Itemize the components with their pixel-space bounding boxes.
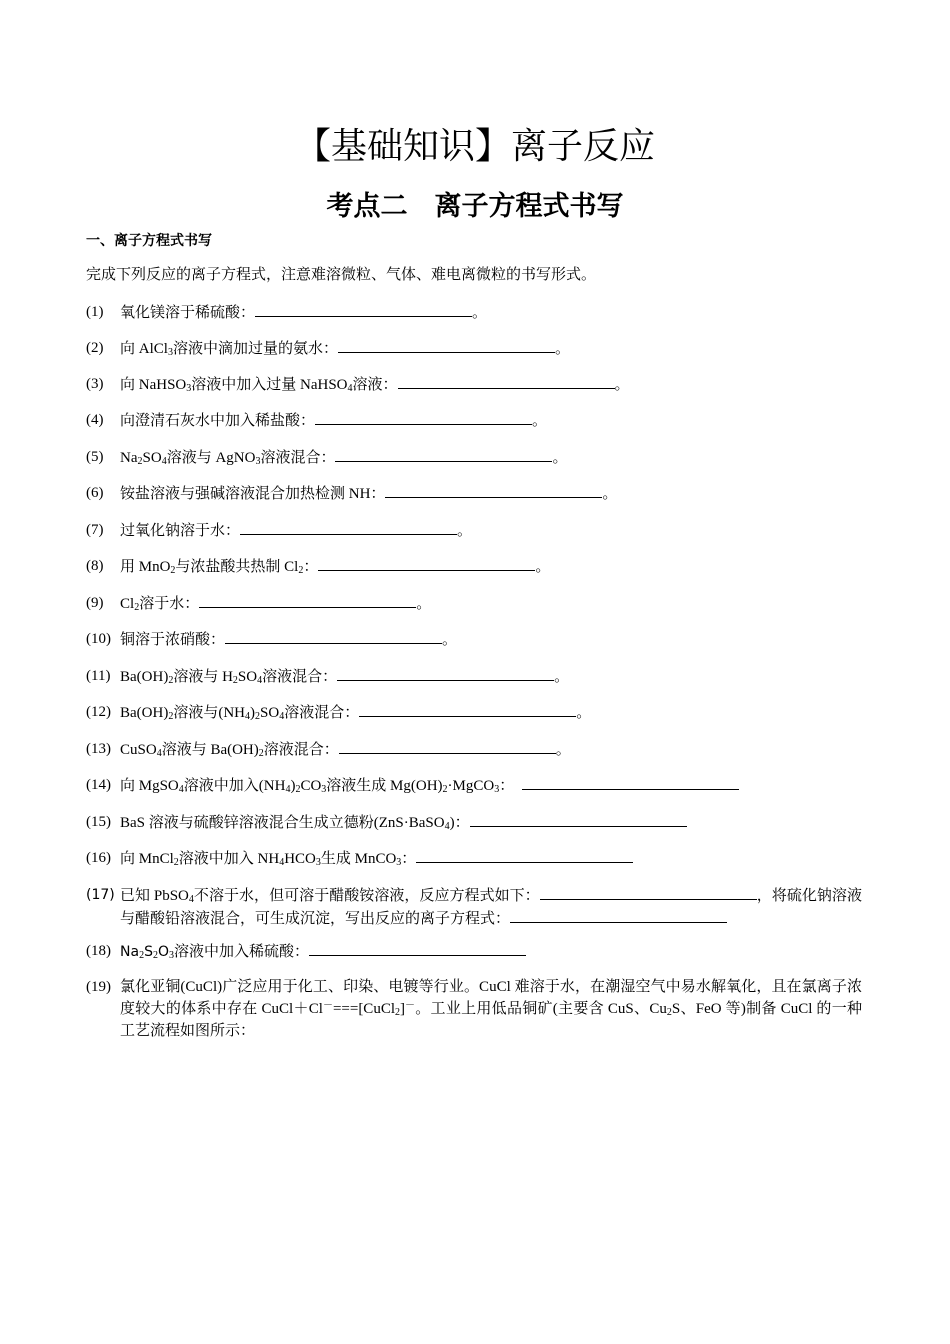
question-text: 溶液与(NH	[173, 705, 245, 721]
subscript: 4	[279, 711, 285, 722]
question-number: (9)	[86, 595, 104, 611]
question-number: (3)	[86, 376, 104, 392]
question-text: SO	[260, 705, 280, 721]
question-number: (1)	[86, 304, 104, 320]
period: 。	[532, 413, 548, 429]
subscript: 4	[161, 456, 167, 467]
question-9	[86, 592, 862, 615]
question-13	[86, 738, 862, 761]
question-15	[86, 811, 862, 834]
section-heading: 一、离子方程式书写	[86, 233, 212, 249]
answer-blank[interactable]	[225, 628, 442, 644]
question-text: 向 NaHSO	[120, 377, 187, 393]
question-text: )	[290, 778, 296, 794]
question-text: 用 MnO	[120, 559, 171, 575]
question-number: (18)	[86, 943, 111, 959]
question-number: (8)	[86, 558, 104, 574]
intro-text: 完成下列反应的离子方程式，注意难溶微粒、气体、难电离微粒的书写形式。	[86, 267, 597, 283]
answer-blank[interactable]	[338, 337, 555, 353]
subscript: 4	[285, 784, 291, 795]
subscript: 2	[152, 950, 158, 961]
question-number: (6)	[86, 485, 104, 501]
period: 。	[554, 341, 570, 357]
question-number: (13)	[86, 741, 111, 757]
question-text: 向 MgSO	[120, 778, 179, 794]
question-text: Ba(OH)	[120, 669, 169, 685]
question-text: Ba(OH)	[120, 705, 169, 721]
question-text: 溶液中滴加过量的氨水：	[172, 341, 338, 357]
question-10	[86, 628, 862, 651]
question-text: 溶液与 H	[173, 669, 233, 685]
question-text: )	[250, 705, 255, 721]
question-text: Na	[120, 944, 140, 960]
question-number: (16)	[86, 850, 111, 866]
question-text: ·MgCO	[447, 778, 495, 794]
question-text: HCO	[284, 851, 316, 867]
answer-blank[interactable]	[470, 811, 687, 827]
question-text: 溶液混合：	[262, 669, 338, 685]
subscript: 2	[139, 950, 145, 961]
question-18	[86, 940, 862, 963]
question-text: 溶液与 Ba(OH)	[161, 742, 259, 758]
question-text: 溶液混合：	[284, 705, 360, 721]
question-number: (7)	[86, 522, 104, 538]
period: 。	[552, 450, 568, 466]
subscript: 2	[295, 784, 301, 795]
question-text: ：	[401, 851, 417, 867]
subscript: 3	[396, 857, 402, 868]
subscript: 2	[232, 675, 238, 686]
question-text: 溶液中加入 NH	[178, 851, 280, 867]
answer-blank[interactable]	[335, 446, 552, 462]
answer-blank[interactable]	[522, 774, 739, 790]
question-text: 与浓盐酸共热制 Cl	[175, 559, 299, 575]
question-text: )：	[449, 815, 470, 831]
question-text: S、FeO 等)制备 CuCl 的一种工艺流程如图所示：	[120, 1001, 862, 1039]
subscript: 2	[666, 1007, 672, 1018]
question-text: 。工业上用低品铜矿(主要含 CuS、Cu	[415, 1001, 667, 1017]
page-title: 【基础知识】离子反应	[294, 126, 655, 167]
question-number: (17)	[86, 887, 115, 903]
subscript: 2	[134, 602, 140, 613]
question-text: ===[CuCl	[332, 1001, 395, 1017]
question-number: (14)	[86, 777, 111, 793]
subscript: 4	[279, 857, 285, 868]
period: 。	[442, 632, 458, 648]
question-number: (4)	[86, 412, 104, 428]
question-text: ]	[400, 1001, 405, 1017]
answer-blank[interactable]	[309, 940, 526, 956]
answer-blank[interactable]	[510, 907, 727, 923]
subscript: 3	[186, 383, 192, 394]
question-number: (5)	[86, 449, 104, 465]
answer-blank[interactable]	[416, 847, 633, 863]
question-19	[86, 976, 862, 1042]
question-text: 溶液中加入过量 NaHSO	[191, 377, 348, 393]
subscript: 2	[170, 565, 176, 576]
question-2	[86, 337, 862, 360]
period: 。	[555, 742, 571, 758]
question-text: 氧化镁溶于稀硫酸：	[120, 305, 256, 321]
question-16	[86, 847, 862, 870]
question-number: (12)	[86, 704, 111, 720]
period: 。	[472, 305, 488, 321]
question-number: (15)	[86, 814, 111, 830]
subscript: 3	[494, 784, 500, 795]
period: 。	[535, 559, 551, 575]
subscript: 2	[395, 1007, 400, 1018]
subscript: 2	[173, 857, 179, 868]
question-text: CO	[300, 778, 322, 794]
subscript: 2	[168, 711, 174, 722]
question-7	[86, 519, 862, 542]
subscript: 4	[245, 711, 250, 722]
superscript: －	[405, 1000, 415, 1011]
question-text: 生成 MnCO	[320, 851, 397, 867]
answer-blank[interactable]	[339, 738, 556, 754]
question-text: O	[157, 944, 169, 960]
subscript: 2	[255, 711, 260, 722]
question-text: 溶液中加入稀硫酸：	[173, 944, 309, 960]
question-text: ：	[499, 778, 515, 794]
subscript: 3	[321, 784, 327, 795]
question-text: S	[144, 944, 153, 960]
question-text: 氯化亚铜(CuCl)广泛应用于化工、印染、电镀等行业。CuCl 难溶于水，在潮湿空气中易水解氧化，且在氯离子浓度较大的体系中存在 CuCl＋Cl	[120, 979, 862, 1017]
question-text: ，将硫化钠溶液与醋酸铅溶液混合，可生成沉淀，写出反应的离子方程式：	[120, 888, 862, 927]
question-number: (2)	[86, 340, 104, 356]
question-8	[86, 555, 862, 578]
question-text: 溶于水：	[139, 596, 200, 612]
question-text: 向 MnCl	[120, 851, 174, 867]
subscript: 4	[444, 821, 450, 832]
question-text: 向 AlCl	[120, 341, 168, 357]
question-6	[86, 482, 862, 505]
answer-blank[interactable]	[359, 701, 576, 717]
question-number: (11)	[86, 668, 111, 684]
subscript: 2	[442, 784, 448, 795]
subscript: 3	[167, 347, 173, 358]
period: 。	[457, 523, 473, 539]
question-text: 溶液混合：	[263, 742, 339, 758]
period: 。	[614, 377, 630, 393]
subscript: 2	[137, 456, 143, 467]
question-text: ：	[303, 559, 319, 575]
question-17	[86, 884, 862, 930]
answer-blank[interactable]	[315, 409, 532, 425]
question-text: CuSO	[120, 742, 157, 758]
answer-blank[interactable]	[199, 592, 416, 608]
answer-blank[interactable]	[240, 519, 457, 535]
subscript: 4	[188, 894, 194, 905]
subscript: 2	[298, 565, 304, 576]
answer-blank-equation[interactable]	[540, 884, 757, 900]
question-text: 铜溶于浓硝酸：	[120, 632, 226, 648]
question-text: 向澄清石灰水中加入稀盐酸：	[120, 413, 316, 429]
question-number: (10)	[86, 631, 111, 647]
question-1	[86, 301, 862, 324]
subscript: 3	[315, 857, 321, 868]
superscript: －	[322, 1000, 333, 1011]
question-number: (19)	[86, 979, 111, 995]
question-11	[86, 665, 862, 688]
question-text: 溶液混合：	[260, 450, 336, 466]
subscript: 3	[168, 950, 174, 961]
question-text: BaS 溶液与硫酸锌溶液混合生成立德粉(ZnS·BaSO	[120, 815, 445, 831]
question-5	[86, 446, 862, 469]
period: 。	[602, 486, 618, 502]
subscript: 4	[178, 784, 184, 795]
question-text: 不溶于水，但可溶于醋酸铵溶液，反应方程式如下：	[193, 888, 540, 904]
subscript: 3	[255, 456, 261, 467]
subscript: 4	[156, 748, 162, 759]
question-4	[86, 409, 862, 432]
page-subtitle: 考点二 离子方程式书写	[326, 191, 624, 222]
question-text: 铵盐溶液与强碱溶液混合加热检测 NH：	[120, 486, 386, 502]
question-text: 溶液：	[352, 377, 398, 393]
question-text: Na	[120, 450, 138, 466]
period: 。	[416, 596, 432, 612]
question-3	[86, 373, 862, 396]
answer-blank[interactable]	[385, 482, 602, 498]
answer-blank[interactable]	[398, 373, 615, 389]
question-12	[86, 701, 862, 724]
subscript: 2	[168, 675, 174, 686]
question-text: Cl	[120, 596, 135, 612]
question-text: 已知 PbSO	[120, 888, 189, 904]
question-text: 溶液中加入(NH	[183, 778, 286, 794]
period: 。	[554, 669, 570, 685]
question-14	[86, 774, 862, 797]
question-text: SO	[142, 450, 162, 466]
subscript: 4	[347, 383, 353, 394]
answer-blank[interactable]	[337, 665, 554, 681]
answer-blank[interactable]	[255, 301, 472, 317]
question-text: 溶液生成 Mg(OH)	[326, 778, 443, 794]
question-text: SO	[237, 669, 258, 685]
question-text: 溶液与 AgNO	[166, 450, 256, 466]
subscript: 2	[258, 748, 264, 759]
question-text: 过氧化钠溶于水：	[120, 523, 241, 539]
period: 。	[576, 705, 592, 721]
answer-blank[interactable]	[318, 555, 535, 571]
subscript: 4	[257, 675, 263, 686]
